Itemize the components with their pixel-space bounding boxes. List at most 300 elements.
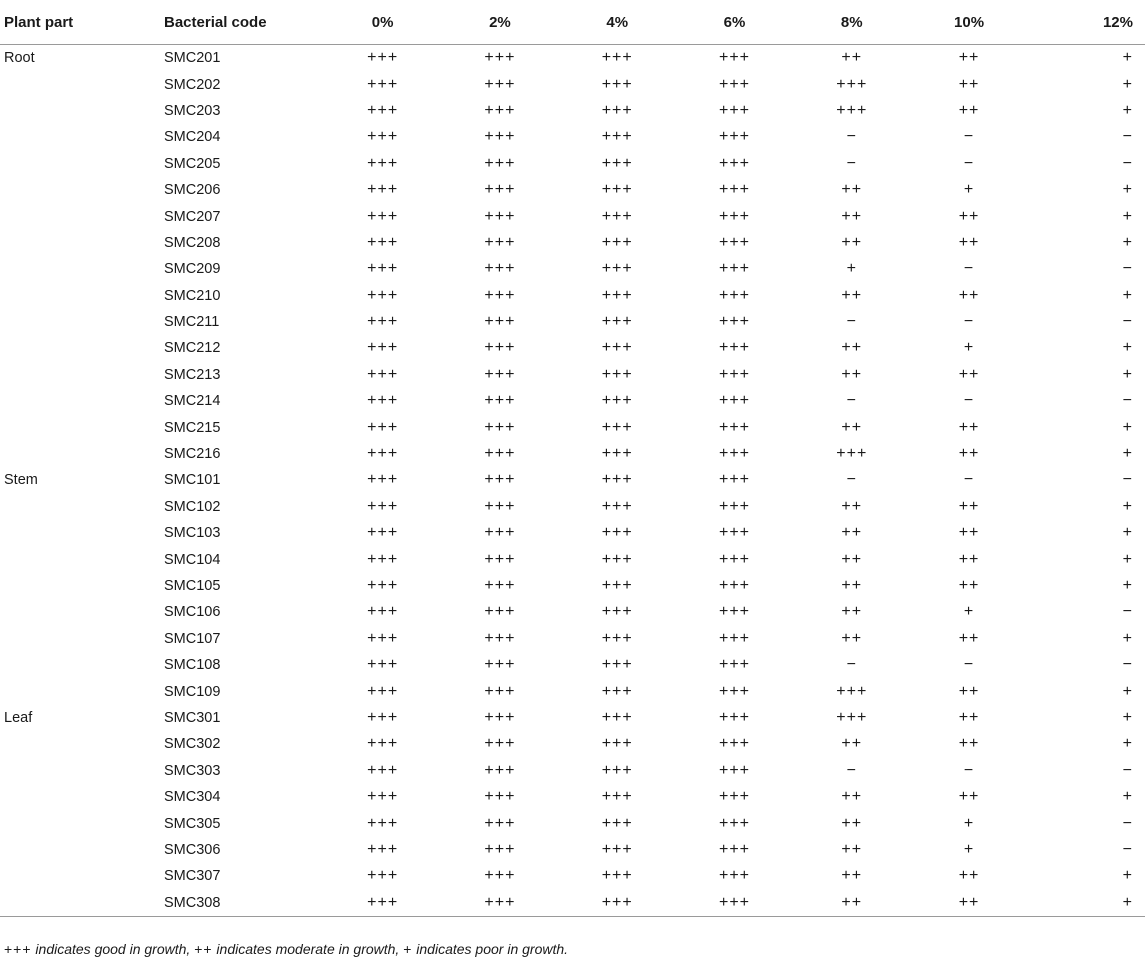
- cell-growth-12-percent: +: [1122, 788, 1133, 806]
- cell-growth-10-percent: ++: [958, 365, 980, 383]
- table-row: [0, 230, 1145, 256]
- cell-growth-10-percent: ++: [958, 524, 980, 542]
- cell-growth-10-percent: ++: [958, 418, 980, 436]
- cell-growth-12-percent: +: [1122, 75, 1133, 93]
- cell-growth-10-percent: −: [963, 761, 975, 779]
- table-row: [0, 388, 1145, 414]
- cell-growth-4-percent: +++: [601, 445, 633, 463]
- cell-growth-2-percent: +++: [441, 890, 558, 917]
- cell-bacterial-code: SMC308: [164, 890, 324, 917]
- cell-growth-0-percent: +++: [367, 365, 399, 383]
- cell-plant-part: [0, 177, 164, 203]
- cell-growth-8-percent: +++: [836, 682, 868, 700]
- cell-growth-4-percent: +++: [601, 392, 633, 410]
- cell-growth-8-percent: ++: [841, 788, 863, 806]
- cell-growth-2-percent: +++: [484, 814, 516, 832]
- header-6-percent: 6%: [676, 0, 793, 45]
- cell-growth-8-percent: ++: [841, 814, 863, 832]
- cell-growth-12-percent: +: [1122, 181, 1133, 199]
- cell-bacterial-code: SMC305: [164, 815, 221, 832]
- cell-growth-12-percent: +: [1122, 233, 1133, 251]
- cell-plant-part: [0, 71, 164, 97]
- cell-growth-2-percent: +++: [484, 128, 516, 146]
- cell-growth-12-percent: +: [1122, 629, 1133, 647]
- cell-growth-12-percent: −: [1122, 840, 1133, 858]
- cell-growth-4-percent: +++: [601, 682, 633, 700]
- cell-growth-8-percent: +++: [836, 101, 868, 119]
- cell-growth-12-percent: −: [1122, 471, 1133, 489]
- cell-growth-10-percent: +: [963, 814, 975, 832]
- table-row: [0, 151, 1145, 177]
- cell-growth-8-percent: ++: [841, 339, 863, 357]
- cell-plant-part: [0, 678, 164, 704]
- table-row: [0, 494, 1145, 520]
- cell-growth-2-percent: +++: [484, 313, 516, 331]
- cell-growth-4-percent: +++: [601, 577, 633, 594]
- cell-growth-2-percent: +++: [484, 233, 516, 251]
- cell-growth-8-percent: ++: [841, 735, 863, 753]
- cell-growth-10-percent: +: [963, 339, 975, 357]
- table-row: [0, 705, 1145, 731]
- cell-bacterial-code: SMC215: [164, 419, 221, 436]
- cell-growth-6-percent: +++: [718, 735, 750, 753]
- cell-growth-4-percent: +++: [601, 418, 633, 436]
- cell-growth-12-percent: +: [1122, 286, 1133, 304]
- cell-growth-10-percent: ++: [958, 497, 980, 515]
- cell-bacterial-code: SMC212: [164, 340, 221, 357]
- cell-growth-2-percent: +++: [484, 550, 516, 568]
- cell-growth-6-percent: +++: [718, 708, 750, 726]
- cell-growth-2-percent: +++: [484, 708, 516, 726]
- cell-growth-0-percent: +++: [367, 207, 399, 225]
- cell-growth-0-percent: +++: [367, 471, 399, 489]
- cell-bacterial-code: SMC201: [164, 50, 221, 67]
- header-4-percent: 4%: [559, 0, 676, 45]
- cell-growth-10-percent: −: [963, 392, 975, 410]
- cell-growth-6-percent: +++: [718, 656, 750, 674]
- cell-growth-2-percent: +++: [484, 339, 516, 357]
- cell-growth-4-percent: +++: [601, 656, 633, 674]
- cell-growth-6-percent: +++: [718, 207, 750, 225]
- table-row: [0, 414, 1145, 440]
- header-2-percent: 2%: [441, 0, 558, 45]
- cell-growth-6-percent: +++: [718, 233, 750, 251]
- cell-growth-10-percent: −: [963, 260, 975, 278]
- cell-growth-4-percent: +++: [601, 708, 633, 726]
- cell-bacterial-code: SMC214: [164, 393, 221, 410]
- cell-growth-2-percent: +++: [484, 840, 516, 858]
- cell-growth-6-percent: +++: [718, 418, 750, 436]
- cell-plant-part: [0, 230, 164, 256]
- cell-growth-6-percent: +++: [718, 392, 750, 410]
- cell-growth-10-percent: −: [963, 154, 975, 172]
- cell-plant-part: [0, 388, 164, 414]
- table-row: [0, 256, 1145, 282]
- cell-growth-10-percent: ++: [958, 49, 980, 67]
- cell-plant-part: [0, 731, 164, 757]
- cell-plant-part: [0, 414, 164, 440]
- cell-growth-0-percent: +++: [367, 49, 399, 67]
- cell-growth-0-percent: +++: [367, 286, 399, 304]
- cell-growth-4-percent: +++: [601, 233, 633, 251]
- cell-plant-part: [0, 520, 164, 546]
- cell-growth-0-percent: +++: [367, 656, 399, 674]
- footnote-symbol-good: +++: [4, 941, 32, 957]
- cell-bacterial-code: SMC209: [164, 261, 221, 278]
- cell-growth-10-percent: ++: [958, 682, 980, 700]
- cell-plant-part: [0, 441, 164, 467]
- cell-growth-8-percent: −: [846, 313, 857, 331]
- cell-growth-2-percent: +++: [484, 445, 516, 463]
- table-row: [0, 124, 1145, 150]
- cell-growth-8-percent: ++: [841, 840, 863, 858]
- cell-growth-10-percent: ++: [958, 629, 980, 647]
- cell-growth-0-percent: +++: [367, 418, 399, 436]
- cell-growth-10-percent: ++: [958, 735, 980, 753]
- table-row: [0, 309, 1145, 335]
- cell-growth-0-percent: +++: [367, 788, 399, 806]
- cell-growth-8-percent: ++: [841, 603, 863, 621]
- cell-growth-6-percent: +++: [718, 497, 750, 515]
- cell-bacterial-code: SMC302: [164, 736, 221, 753]
- table-row: [0, 784, 1145, 810]
- table-row: [0, 467, 1145, 493]
- table-row: [0, 98, 1145, 124]
- cell-growth-6-percent: +++: [718, 524, 750, 542]
- cell-growth-0-percent: +++: [367, 75, 399, 93]
- cell-growth-12-percent: −: [1122, 814, 1133, 832]
- cell-bacterial-code: SMC103: [164, 525, 221, 542]
- cell-growth-4-percent: +++: [601, 49, 633, 67]
- cell-growth-0-percent: +++: [367, 577, 399, 594]
- cell-growth-12-percent: −: [1122, 761, 1133, 779]
- table-row: [0, 678, 1145, 704]
- cell-growth-6-percent: +++: [718, 75, 750, 93]
- cell-plant-part: [0, 203, 164, 229]
- cell-growth-4-percent: +++: [601, 629, 633, 647]
- cell-growth-2-percent: +++: [484, 181, 516, 199]
- cell-growth-6-percent: +++: [718, 629, 750, 647]
- cell-growth-8-percent: ++: [841, 524, 863, 542]
- header-plant-part: Plant part: [0, 0, 164, 45]
- cell-plant-part: [0, 362, 164, 388]
- cell-growth-0-percent: +++: [324, 890, 441, 917]
- cell-growth-2-percent: +++: [484, 788, 516, 806]
- cell-growth-4-percent: +++: [601, 497, 633, 515]
- cell-growth-6-percent: +++: [718, 365, 750, 383]
- cell-growth-12-percent: −: [1122, 260, 1133, 278]
- cell-growth-4-percent: +++: [601, 788, 633, 806]
- table-row: [0, 45, 1145, 72]
- cell-growth-8-percent: ++: [841, 286, 863, 304]
- cell-growth-0-percent: +++: [367, 260, 399, 278]
- table-row: [0, 599, 1145, 625]
- table-row: [0, 177, 1145, 203]
- cell-growth-10-percent: ++: [958, 445, 980, 463]
- cell-growth-12-percent: +: [1122, 418, 1133, 436]
- cell-growth-4-percent: +++: [559, 890, 676, 917]
- cell-bacterial-code: SMC205: [164, 155, 221, 172]
- cell-growth-8-percent: ++: [841, 181, 863, 199]
- header-10-percent: 10%: [910, 0, 1027, 45]
- cell-plant-part: [0, 599, 164, 625]
- cell-growth-4-percent: +++: [601, 207, 633, 225]
- cell-growth-2-percent: +++: [484, 418, 516, 436]
- cell-growth-0-percent: +++: [367, 550, 399, 568]
- cell-bacterial-code: SMC301: [164, 709, 221, 726]
- cell-growth-6-percent: +++: [718, 260, 750, 278]
- cell-growth-12-percent: +: [1122, 339, 1133, 357]
- cell-bacterial-code: SMC109: [164, 683, 221, 700]
- cell-bacterial-code: SMC108: [164, 657, 221, 674]
- cell-growth-0-percent: +++: [367, 761, 399, 779]
- cell-growth-6-percent: +++: [718, 128, 750, 146]
- cell-plant-part: [0, 256, 164, 282]
- footnote-symbol-moderate: ++: [194, 941, 213, 957]
- cell-growth-8-percent: +: [846, 260, 857, 278]
- cell-growth-10-percent: ++: [958, 286, 980, 304]
- cell-growth-6-percent: +++: [718, 101, 750, 119]
- cell-growth-4-percent: +++: [601, 840, 633, 858]
- cell-growth-4-percent: +++: [601, 761, 633, 779]
- cell-growth-6-percent: +++: [718, 339, 750, 357]
- cell-growth-0-percent: +++: [367, 603, 399, 621]
- cell-growth-0-percent: +++: [367, 840, 399, 858]
- cell-growth-8-percent: ++: [841, 207, 863, 225]
- cell-growth-2-percent: +++: [484, 629, 516, 647]
- cell-growth-12-percent: +: [1122, 101, 1133, 119]
- cell-growth-4-percent: +++: [601, 313, 633, 331]
- cell-growth-4-percent: +++: [601, 867, 633, 885]
- cell-growth-0-percent: +++: [367, 497, 399, 515]
- cell-growth-6-percent: +++: [718, 840, 750, 858]
- cell-plant-part: Root: [4, 50, 35, 67]
- cell-growth-6-percent: +++: [718, 788, 750, 806]
- cell-growth-10-percent: ++: [958, 75, 980, 93]
- footnote-symbol-poor: +: [403, 941, 413, 957]
- table-row: [0, 837, 1145, 863]
- cell-growth-0-percent: +++: [367, 392, 399, 410]
- header-bacterial-code: Bacterial code: [164, 0, 324, 45]
- cell-growth-4-percent: +++: [601, 286, 633, 304]
- cell-growth-8-percent: ++: [841, 550, 863, 568]
- header-8-percent: 8%: [793, 0, 910, 45]
- cell-growth-2-percent: +++: [484, 682, 516, 700]
- cell-bacterial-code: SMC204: [164, 129, 221, 146]
- cell-growth-2-percent: +++: [484, 867, 516, 885]
- cell-growth-12-percent: −: [1122, 154, 1133, 172]
- cell-growth-2-percent: +++: [484, 761, 516, 779]
- cell-growth-0-percent: +++: [367, 735, 399, 753]
- table-body: [0, 45, 1145, 917]
- cell-growth-0-percent: +++: [367, 233, 399, 251]
- cell-growth-0-percent: +++: [367, 313, 399, 331]
- cell-growth-0-percent: +++: [367, 867, 399, 885]
- cell-growth-8-percent: ++: [841, 365, 863, 383]
- cell-growth-6-percent: +++: [718, 761, 750, 779]
- cell-growth-6-percent: +++: [718, 867, 750, 885]
- cell-growth-6-percent: +++: [718, 181, 750, 199]
- cell-growth-2-percent: +++: [484, 577, 516, 594]
- cell-growth-12-percent: −: [1122, 603, 1133, 621]
- table-row: [0, 810, 1145, 836]
- cell-growth-2-percent: +++: [484, 154, 516, 172]
- cell-growth-12-percent: +: [1122, 708, 1133, 726]
- cell-growth-0-percent: +++: [367, 181, 399, 199]
- cell-plant-part: [0, 573, 164, 599]
- header-0-percent: 0%: [324, 0, 441, 45]
- cell-bacterial-code: SMC206: [164, 182, 221, 199]
- cell-growth-6-percent: +++: [718, 814, 750, 832]
- cell-growth-2-percent: +++: [484, 603, 516, 621]
- header-12-percent: 12%: [1028, 0, 1145, 45]
- table-row: [0, 626, 1145, 652]
- cell-growth-0-percent: +++: [367, 524, 399, 542]
- cell-growth-6-percent: +++: [718, 49, 750, 67]
- table-row: [0, 71, 1145, 97]
- cell-plant-part: [0, 151, 164, 177]
- cell-growth-10-percent: +: [963, 181, 975, 199]
- cell-growth-4-percent: +++: [601, 603, 633, 621]
- cell-growth-10-percent: −: [963, 313, 975, 331]
- cell-bacterial-code: SMC211: [164, 314, 220, 331]
- cell-plant-part: [0, 890, 164, 917]
- cell-plant-part: [0, 758, 164, 784]
- cell-growth-12-percent: +: [1122, 445, 1133, 463]
- cell-growth-8-percent: −: [846, 128, 857, 146]
- cell-growth-6-percent: +++: [718, 313, 750, 331]
- cell-growth-12-percent: −: [1122, 313, 1133, 331]
- cell-growth-4-percent: +++: [601, 471, 633, 489]
- cell-plant-part: [0, 863, 164, 889]
- cell-growth-4-percent: +++: [601, 181, 633, 199]
- cell-growth-10-percent: ++: [958, 207, 980, 225]
- cell-growth-8-percent: ++: [841, 418, 863, 436]
- cell-bacterial-code: SMC101: [164, 472, 221, 489]
- cell-growth-10-percent: ++: [958, 708, 980, 726]
- cell-growth-10-percent: ++: [958, 233, 980, 251]
- cell-growth-8-percent: ++: [793, 890, 910, 917]
- cell-bacterial-code: SMC307: [164, 868, 221, 885]
- cell-growth-6-percent: +++: [718, 577, 750, 594]
- cell-growth-6-percent: +++: [676, 890, 793, 917]
- cell-growth-12-percent: +: [1122, 550, 1133, 568]
- cell-growth-12-percent: +: [1122, 497, 1133, 515]
- cell-growth-8-percent: ++: [841, 629, 863, 647]
- cell-growth-6-percent: +++: [718, 550, 750, 568]
- cell-growth-8-percent: −: [846, 392, 857, 410]
- cell-growth-8-percent: −: [846, 154, 857, 172]
- table-row: [0, 283, 1145, 309]
- cell-bacterial-code: SMC210: [164, 287, 221, 304]
- cell-growth-8-percent: ++: [841, 497, 863, 515]
- cell-growth-2-percent: +++: [484, 207, 516, 225]
- cell-growth-12-percent: +: [1122, 207, 1133, 225]
- cell-bacterial-code: SMC202: [164, 76, 221, 93]
- cell-bacterial-code: SMC104: [164, 551, 221, 568]
- cell-growth-10-percent: ++: [958, 577, 980, 594]
- cell-bacterial-code: SMC207: [164, 208, 221, 225]
- cell-growth-10-percent: ++: [958, 867, 980, 885]
- cell-bacterial-code: SMC213: [164, 366, 221, 383]
- cell-growth-0-percent: +++: [367, 708, 399, 726]
- cell-bacterial-code: SMC102: [164, 498, 221, 515]
- cell-growth-8-percent: ++: [841, 577, 863, 594]
- cell-bacterial-code: SMC303: [164, 762, 221, 779]
- cell-bacterial-code: SMC106: [164, 604, 221, 621]
- table-row: [0, 573, 1145, 599]
- cell-growth-6-percent: +++: [718, 286, 750, 304]
- cell-growth-6-percent: +++: [718, 682, 750, 700]
- cell-bacterial-code: SMC306: [164, 841, 221, 858]
- table-row: [0, 203, 1145, 229]
- cell-growth-2-percent: +++: [484, 260, 516, 278]
- cell-bacterial-code: SMC208: [164, 234, 221, 251]
- cell-growth-6-percent: +++: [718, 603, 750, 621]
- cell-growth-4-percent: +++: [601, 260, 633, 278]
- cell-growth-10-percent: ++: [910, 890, 1027, 917]
- cell-growth-10-percent: ++: [958, 101, 980, 119]
- table-row: [0, 520, 1145, 546]
- cell-growth-4-percent: +++: [601, 365, 633, 383]
- table-row: [0, 890, 1145, 917]
- cell-growth-2-percent: +++: [484, 365, 516, 383]
- table-row: [0, 441, 1145, 467]
- cell-growth-10-percent: −: [963, 471, 975, 489]
- cell-plant-part: Leaf: [4, 709, 33, 726]
- cell-growth-4-percent: +++: [601, 128, 633, 146]
- cell-growth-0-percent: +++: [367, 339, 399, 357]
- cell-plant-part: [0, 494, 164, 520]
- footnote-text-moderate: indicates moderate in growth,: [212, 941, 404, 957]
- cell-plant-part: [0, 810, 164, 836]
- cell-growth-8-percent: ++: [841, 867, 863, 885]
- cell-growth-2-percent: +++: [484, 656, 516, 674]
- cell-growth-2-percent: +++: [484, 101, 516, 119]
- cell-growth-0-percent: +++: [367, 682, 399, 700]
- cell-bacterial-code: SMC203: [164, 102, 221, 119]
- cell-growth-0-percent: +++: [367, 154, 399, 172]
- cell-growth-4-percent: +++: [601, 75, 633, 93]
- table-row: [0, 652, 1145, 678]
- cell-plant-part: Stem: [4, 472, 38, 489]
- cell-growth-8-percent: ++: [841, 49, 863, 67]
- table-row: [0, 335, 1145, 361]
- cell-growth-2-percent: +++: [484, 735, 516, 753]
- cell-growth-0-percent: +++: [367, 101, 399, 119]
- cell-plant-part: [0, 124, 164, 150]
- cell-growth-10-percent: +: [963, 840, 975, 858]
- cell-growth-12-percent: −: [1122, 128, 1133, 146]
- cell-growth-2-percent: +++: [484, 524, 516, 542]
- cell-plant-part: [0, 546, 164, 572]
- cell-growth-12-percent: −: [1122, 656, 1133, 674]
- cell-growth-10-percent: +: [963, 603, 975, 621]
- table-row: [0, 362, 1145, 388]
- table-row: [0, 546, 1145, 572]
- cell-plant-part: [0, 837, 164, 863]
- cell-growth-12-percent: +: [1122, 524, 1133, 542]
- cell-growth-8-percent: +++: [836, 75, 868, 93]
- cell-growth-12-percent: +: [1028, 890, 1145, 917]
- cell-plant-part: [0, 784, 164, 810]
- cell-growth-12-percent: +: [1122, 577, 1133, 594]
- cell-growth-4-percent: +++: [601, 339, 633, 357]
- cell-growth-4-percent: +++: [601, 101, 633, 119]
- cell-plant-part: [0, 626, 164, 652]
- cell-growth-4-percent: +++: [601, 550, 633, 568]
- table-row: [0, 863, 1145, 889]
